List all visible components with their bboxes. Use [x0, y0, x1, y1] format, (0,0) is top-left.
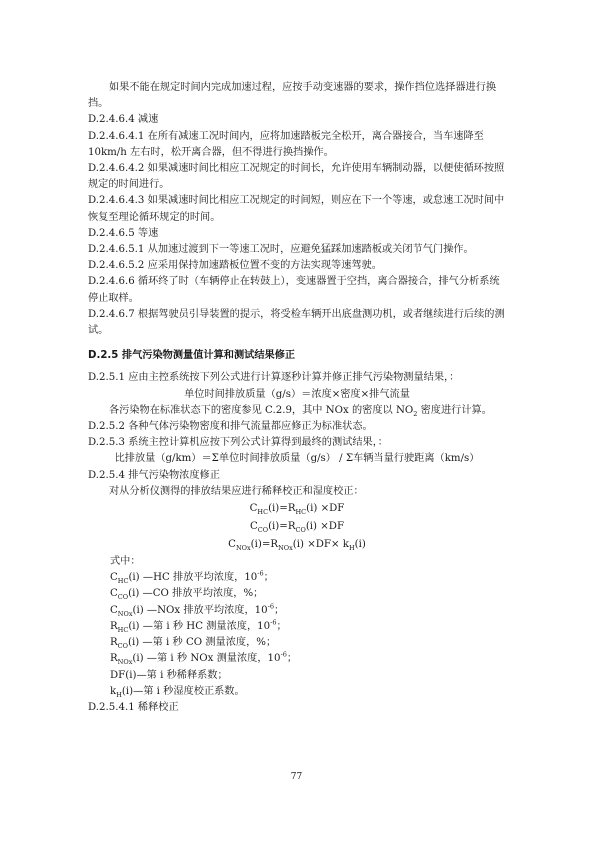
- paragraph: D.2.4.6.5.1 从加速过渡到下一等速工况时，应避免猛踩加速踏板或关闭节气门操作。: [88, 244, 474, 256]
- symbol-definition: $C_{NOx}(i)$ —NOx 排放平均浓度，$10^{-6}$；: [110, 602, 285, 618]
- symbol-definition: $R_{NOx}(i)$ —第 i 秒 NOx 测量浓度，$10^{-6}$；: [110, 650, 298, 667]
- paragraph: D.2.4.6.4.3 如果减速时间比相应工况规定的时间短，则应在下一个等速，或怠速工况时间中恢复至理论循环规定的时间。: [88, 195, 505, 223]
- paragraph: D.2.5.2 各种气体污染物密度和排气流量都应修正为标准状态。: [88, 421, 373, 433]
- paragraph: D.2.4.6.4.2 如果减速时间比相应工况规定的时间长，允许使用车辆制动器，以便使循环按照规定的时间进行。: [88, 163, 505, 191]
- document-page: [88, 80, 506, 716]
- paragraph: D.2.4.6.6 循环终了时（车辆停止在转鼓上），变速器置于空挡，离合器接合，排气分析系统停止取样。: [88, 276, 500, 304]
- section-number: D.2.5: [88, 350, 119, 362]
- clause-heading: D.2.5.4 排气污染物浓度修正: [88, 469, 220, 481]
- symbol-definition: DF(i)—第 i 秒稀释系数；: [110, 669, 228, 681]
- paragraph: 对从分析仪测得的排放结果应进行稀释校正和湿度校正：: [109, 485, 364, 497]
- paragraph-density: 各污染物在标准状态下的密度参见 C.2.9，其中 NOx 的密度以 $NO_2$ 密度进行计算。: [109, 404, 492, 418]
- paragraph: D.2.4.6.7 根据驾驶员引导装置的提示，将受检车辆开出底盘测功机，或者继续进行后续的测试。: [88, 308, 505, 337]
- section-heading: [88, 348, 506, 364]
- formula-specific-emission: 比排放量（g/km）＝Σ单位时间排放质量（g/s） / Σ车辆当量行驶距离（km/s）: [114, 453, 480, 465]
- symbol-definition: $k_H(i)—$第 i 秒湿度校正系数。: [110, 685, 245, 699]
- equation-co: $C_{CO}(i)=R_{CO}(i) \times DF$: [249, 521, 345, 535]
- equation-nox: $C_{NOx}(i)=R_{NOx}(i) \times DF\times k_H(i)$: [228, 539, 366, 553]
- symbol-definition: $R_{CO}(i)$ —第 i 秒 CO 测量浓度，%；: [110, 637, 277, 651]
- equation-hc: $C_{HC}(i)=R_{HC}(i) \times DF$: [249, 503, 345, 517]
- clause-heading: D.2.4.6.4 减速: [88, 114, 159, 126]
- clause-heading: D.2.5.4.1 稀释校正: [88, 701, 179, 713]
- symbol-definition: $C_{CO}(i)$ —CO 排放平均浓度，%；: [110, 588, 264, 602]
- clause-heading: D.2.4.6.5 等速: [88, 227, 159, 239]
- paragraph: D.2.4.6.4.1 在所有减速工况时间内，应将加速踏板完全松开，离合器接合，当车速降至10km/h 左右时，松开离合器，但不得进行换挡操作。: [88, 130, 484, 158]
- symbol-definitions: [88, 570, 506, 700]
- paragraph: D.2.4.6.5.2 应采用保持加速踏板位置不变的方法实现等速驾驶。: [88, 260, 382, 272]
- where-label: 式中：: [110, 556, 141, 568]
- paragraph: D.2.5.1 应由主控系统按下列公式进行计算逐秒计算并修正排气污染物测量结果，：: [88, 372, 460, 384]
- symbol-definition: $R_{HC}(i)$ —第 i 秒 HC 测量浓度，$10^{-6}$；: [110, 618, 287, 634]
- section-title: 排气污染物测量值计算和测试结果修正: [121, 350, 296, 362]
- symbol-definition: $C_{HC}(i)$ —HC 排放平均浓度，$10^{-6}$；: [110, 569, 274, 586]
- paragraph: D.2.5.3 系统主控计算机应按下列公式计算得到最终的测试结果，：: [88, 437, 388, 449]
- correction-equations: [88, 500, 506, 554]
- paragraph: 如果不能在规定时间内完成加速过程，应按手动变速器的要求，操作挡位选择器进行换挡。: [88, 82, 497, 110]
- formula-mass-rate: 单位时间排放质量（g/s）＝浓度×密度×排气流量: [184, 388, 410, 400]
- page-number: 77: [290, 772, 303, 782]
